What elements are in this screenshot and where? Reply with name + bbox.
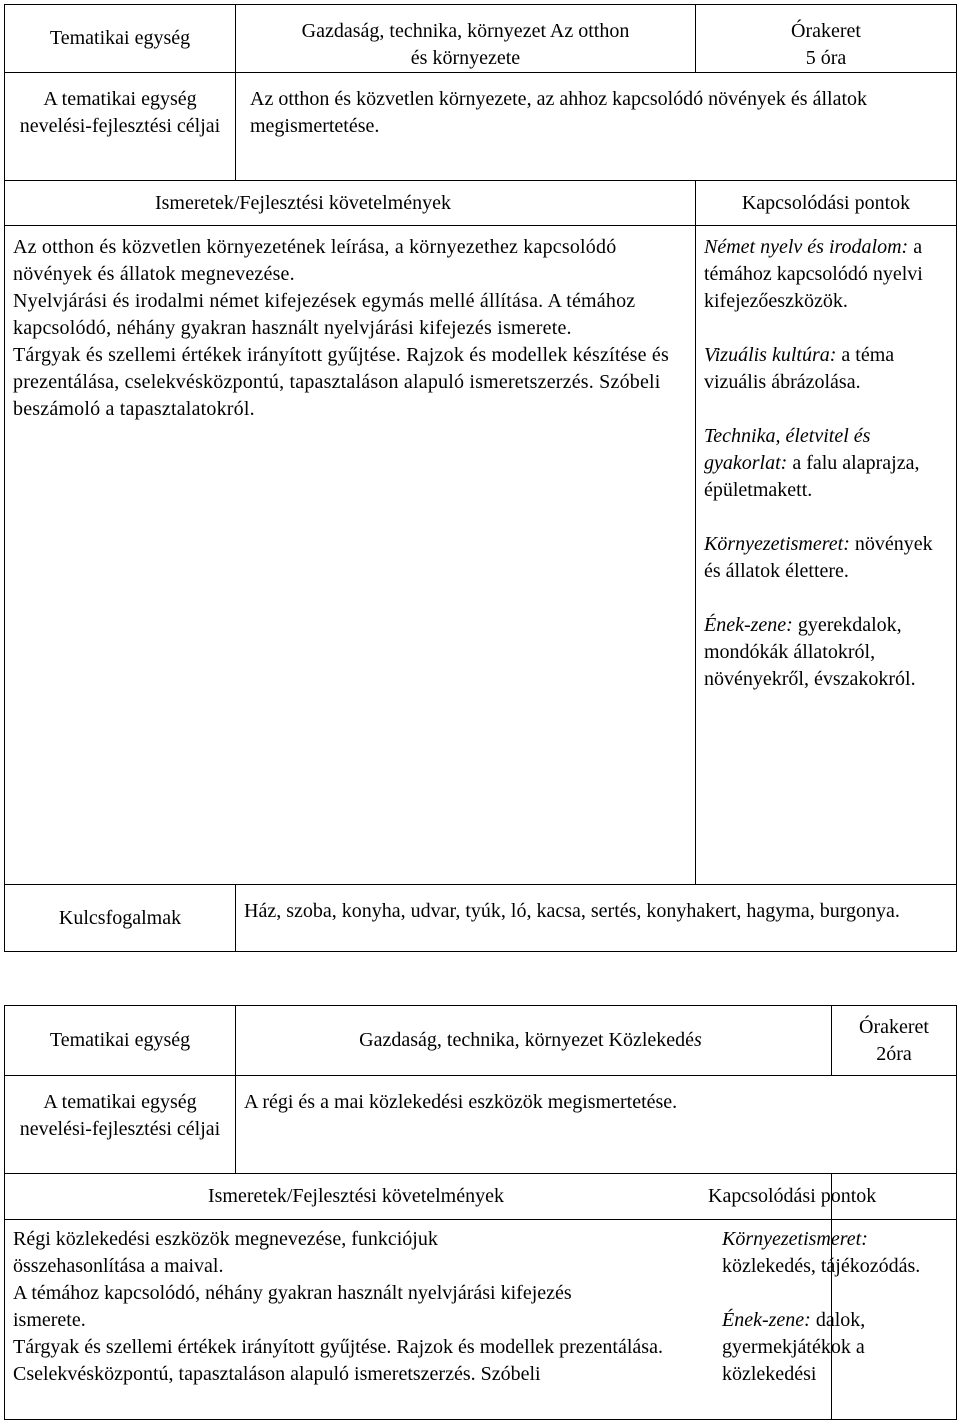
unit1-hours-value: 5 óra (805, 47, 847, 69)
unit2-conn-0-text: közlekedés, tájékozódás. (722, 1255, 921, 1277)
unit1-conn-0-text: a témához kapcsolódó nyelvi kifejezőeszközök. (704, 236, 923, 312)
unit2-table (4, 1005, 957, 1420)
unit2-title (236, 1006, 832, 1076)
unit2-conn-1-subject: Ének-zene: (722, 1309, 811, 1331)
unit1-conn-3 (704, 531, 950, 585)
unit1-keywords-label: Kulcsfogalmak (5, 885, 236, 952)
unit1-conn-0-subject: Német nyelv és irodalom: (704, 236, 909, 258)
unit2-hours-value: 2óra (876, 1043, 912, 1065)
unit2-conn-0-subject: Környezetismeret: (722, 1228, 868, 1250)
unit1-goals-row (5, 73, 957, 181)
unit1-conn-2-text: a falu alaprajza, épületmakett. (704, 452, 920, 501)
unit2-goals-text: A régi és a mai közlekedési eszközök megismertetése. (236, 1076, 957, 1174)
unit1-conn-2-subject: Technika, életvitel és gyakorlat: (704, 425, 871, 474)
unit2-conn-1-text: dalok, gyermekjátékok a közlekedési (722, 1309, 866, 1385)
unit2-req-2: Tárgyak és szellemi értékek irányított gyűjtése. Rajzok és modellek prezentálása. (13, 1336, 663, 1358)
unit2-content-row (5, 1220, 957, 1420)
unit2-connections (722, 1220, 957, 1420)
unit1-conn-1-text: a téma vizuális ábrázolása. (704, 344, 895, 393)
unit1-conn-3-subject: Környezetismeret: (704, 533, 850, 555)
unit1-connections (696, 226, 957, 885)
unit1-conn-0 (704, 234, 950, 315)
unit1-req-1: Nyelvjárási és irodalmi német kifejezések egymás mellé állítása. A témához kapcsolódó, néhány gyakran használt nyelvjárási kifejezés ismerete. (13, 290, 636, 339)
unit2-hours-label: Órakeret (859, 1016, 929, 1038)
unit2-goals-label: A tematikai egység nevelési-fejlesztési céljai (5, 1076, 236, 1174)
unit1-goals-text: Az otthon és közvetlen környezete, az ahhoz kapcsolódó növények és állatok megismertetése. (236, 73, 957, 181)
unit1-subheader-row (5, 181, 957, 226)
unit2-label-tematikai: Tematikai egység (5, 1006, 236, 1076)
unit2-req-0: Régi közlekedési eszközök megnevezése, funkciójuk összehasonlítása a maival. (13, 1228, 438, 1277)
unit1-req-0: Az otthon és közvetlen környezetének leírása, a környezethez kapcsolódó növények és állatok megnevezése. (13, 236, 617, 285)
unit1-content-row (5, 226, 957, 885)
unit1-conn-4-text: gyerekdalok, mondókák állatokról, növényekről, évszakokról. (704, 614, 916, 690)
unit1-title: Gazdaság, technika, környezet Az otthon és környezete (236, 5, 696, 73)
unit2-req-3: Cselekvésközpontú, tapasztaláson alapuló ismeretszerzés. Szóbeli (13, 1363, 541, 1385)
unit2-header-row (5, 1006, 957, 1076)
unit1-header-row (5, 5, 957, 73)
unit2-title-tail: s (694, 1029, 702, 1051)
unit1-req-header: Ismeretek/Fejlesztési követelmények (5, 181, 696, 226)
unit2-conn-header: Kapcsolódási pontok (832, 1174, 957, 1220)
unit1-requirements (5, 226, 696, 885)
unit2-goals-row (5, 1076, 957, 1174)
unit1-goals-label: A tematikai egység nevelési-fejlesztési céljai (5, 73, 236, 181)
unit1-hours-label: Órakeret (791, 20, 861, 42)
unit2-subheader-row (5, 1174, 957, 1220)
unit2-title-main: Gazdaság, technika, környezet Közlekedé (359, 1029, 695, 1051)
unit2-conn-1 (722, 1307, 952, 1388)
unit1-conn-4-subject: Ének-zene: (704, 614, 793, 636)
unit2-conn-0 (722, 1226, 952, 1280)
unit2-requirements (5, 1220, 832, 1420)
unit1-hours-cell (696, 5, 957, 73)
unit1-conn-3-text: növények és állatok élettere. (704, 533, 933, 582)
unit1-table (4, 4, 957, 952)
unit1-label-tematikai: Tematikai egység (5, 5, 236, 73)
unit1-conn-2 (704, 423, 950, 504)
unit1-keywords-row (5, 885, 957, 952)
unit1-req-2: Tárgyak és szellemi értékek irányított gyűjtése. Rajzok és modellek készítése és prezentálása, cselekvésközpontú, tapasztaláson alapuló ismeretszerzés. Szóbeli beszámoló a tapasztalatokról. (13, 344, 669, 420)
unit1-conn-4 (704, 612, 950, 693)
unit1-keywords-text: Ház, szoba, konyha, udvar, tyúk, ló, kacsa, sertés, konyhakert, hagyma, burgonya. (236, 885, 957, 952)
unit2-req-header: Ismeretek/Fejlesztési követelmények (5, 1174, 832, 1220)
unit1-conn-1-subject: Vizuális kultúra: (704, 344, 837, 366)
unit2-hours-cell (832, 1006, 957, 1076)
unit1-conn-1 (704, 342, 950, 396)
unit1-conn-header: Kapcsolódási pontok (696, 181, 957, 226)
unit2-req-1: A témához kapcsolódó, néhány gyakran használt nyelvjárási kifejezés ismerete. (13, 1282, 572, 1331)
